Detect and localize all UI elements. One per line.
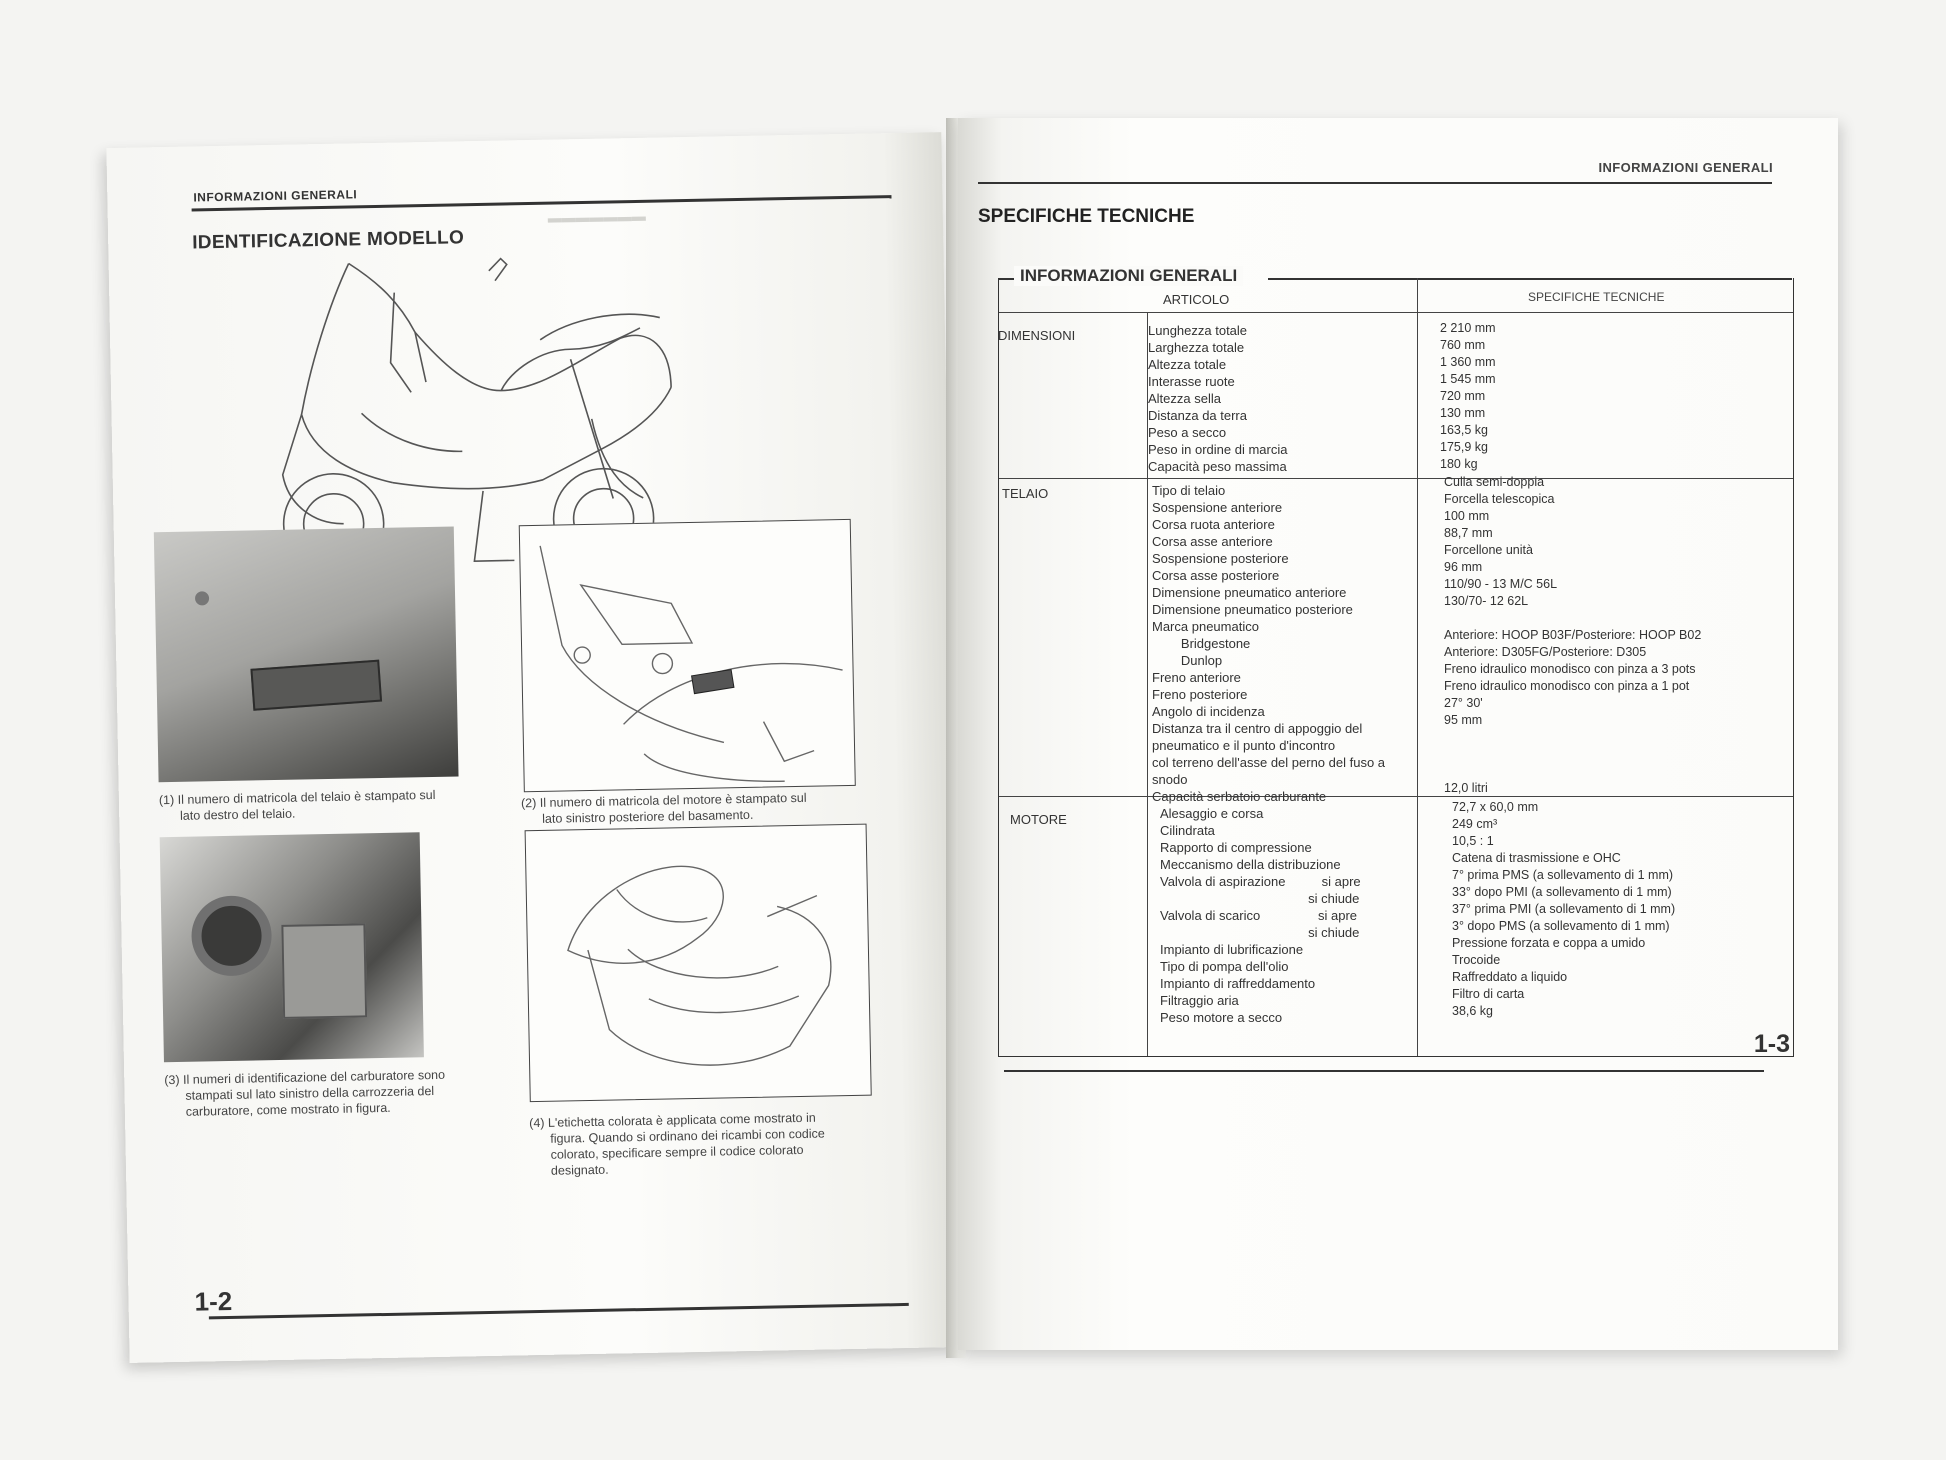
chassis-number-photo — [154, 527, 459, 783]
left-page-header: INFORMAZIONI GENERALI — [193, 187, 358, 205]
caption-2: (2) Il numero di matricola del motore è stampato sul lato sinistro posteriore del basamento. — [520, 790, 807, 827]
color-label-diagram — [525, 824, 872, 1103]
left-page-number: 1-2 — [194, 1285, 233, 1317]
items-dimensioni: Lunghezza totale Larghezza totale Altezza totale Interasse ruote Altezza sella Distanza da terra Peso a secco Peso in ordine di marcia Capacità peso massima — [1148, 323, 1288, 474]
footer-rule — [1004, 1070, 1764, 1072]
values-motore: 72,7 x 60,0 mm 249 cm³ 10,5 : 1 Catena di trasmissione e OHC 7° prima PMS (a sollevamento di 1 mm) 33° dopo PMI (a sollevamento di 1 mm) 37° prima PMI (a sollevamento di 1 mm) 3° dopo PMS (a sollevamento di 1 mm) Pressione forzata e coppa a umido Trocoide Raffreddato a liquido Filtro di carta 38,6 kg — [1452, 800, 1676, 1018]
footer-rule — [209, 1303, 909, 1319]
category-motore: MOTORE — [1010, 812, 1067, 827]
stamp-plate — [250, 660, 382, 711]
table-header-divider — [999, 312, 1793, 313]
category-dimensioni: DIMENSIONI — [998, 328, 1076, 343]
carburetor-photo — [160, 832, 424, 1062]
right-page-title: SPECIFICHE TECNICHE — [978, 206, 1195, 227]
column-header-spec: SPECIFICHE TECNICHE — [1528, 290, 1665, 304]
column-divider — [1417, 278, 1418, 1056]
right-page-header: INFORMAZIONI GENERALI — [1598, 160, 1773, 175]
show-through-text: ▬▬▬▬▬▬▬ — [547, 207, 646, 226]
items-motore: Alesaggio e corsa Cilindrata Rapporto di compressione Meccanismo della distribuzione Valvola di aspirazione si apre si chiude Valvola di scarico si apre si chiude Impianto di lubrificazione Tipo di pompa dell'olio Impianto di raffreddamento Filtraggio aria Peso motore a secco — [1160, 806, 1361, 1025]
caption-3: (3) Il numeri di identificazione del carburatore sono stampati sul lato sinistro della carrozzeria del carburatore, come mostrato in figura. — [164, 1067, 446, 1120]
engine-number-diagram — [519, 519, 856, 792]
right-page-number: 1-3 — [1753, 1030, 1790, 1058]
left-page — [106, 132, 964, 1363]
bolt — [195, 591, 209, 605]
header-rule — [978, 182, 1772, 184]
section-title: INFORMAZIONI GENERALI — [1014, 266, 1243, 286]
category-telaio: TELAIO — [1002, 486, 1049, 501]
carburetor-inlet — [191, 895, 273, 977]
right-page — [958, 118, 1838, 1350]
left-page-title: IDENTIFICAZIONE MODELLO — [192, 227, 465, 254]
values-telaio: Culla semi-doppia Forcella telescopica 100 mm 88,7 mm Forcellone unità 96 mm 110/90 - 13 M/C 56L 130/70- 12 62L Anteriore: HOOP B03F/Posteriore: HOOP B02 Anteriore: D305FG/Posteriore: D305 Freno idraulico monodisco con pinza a 3 pots Freno idraulico monodisco con pinza a 1 pot 27° 30' 95 mm 12,0 litri — [1444, 475, 1702, 795]
caption-1: (1) Il numero di matricola del telaio è stampato sul lato destro del telaio. — [158, 787, 436, 824]
carburetor-body — [281, 923, 367, 1019]
items-telaio: Tipo di telaio Sospensione anteriore Corsa ruota anteriore Corsa asse anteriore Sospensione posteriore Corsa asse posteriore Dimensione pneumatico anteriore Dimensione pneumatico posteriore Marca pneumatico Bridgestone Dunlop Freno anteriore Freno posteriore Angolo di incidenza Distanza tra il centro di appoggio del pneumatico e il punto d'incontro col terreno dell'asse del perno del fuso a snodo Capacità serbatoio carburante — [1152, 483, 1386, 804]
values-dimensioni: 2 210 mm 760 mm 1 360 mm 1 545 mm 720 mm 130 mm 163,5 kg 175,9 kg 180 kg — [1440, 321, 1496, 471]
caption-4: (4) L'etichetta colorata è applicata come mostrato in figura. Quando si ordinano dei ricambi con codice colorato, specificare sempre il codice colorato designato. — [529, 1110, 825, 1179]
column-header-item: ARTICOLO — [1163, 292, 1230, 307]
